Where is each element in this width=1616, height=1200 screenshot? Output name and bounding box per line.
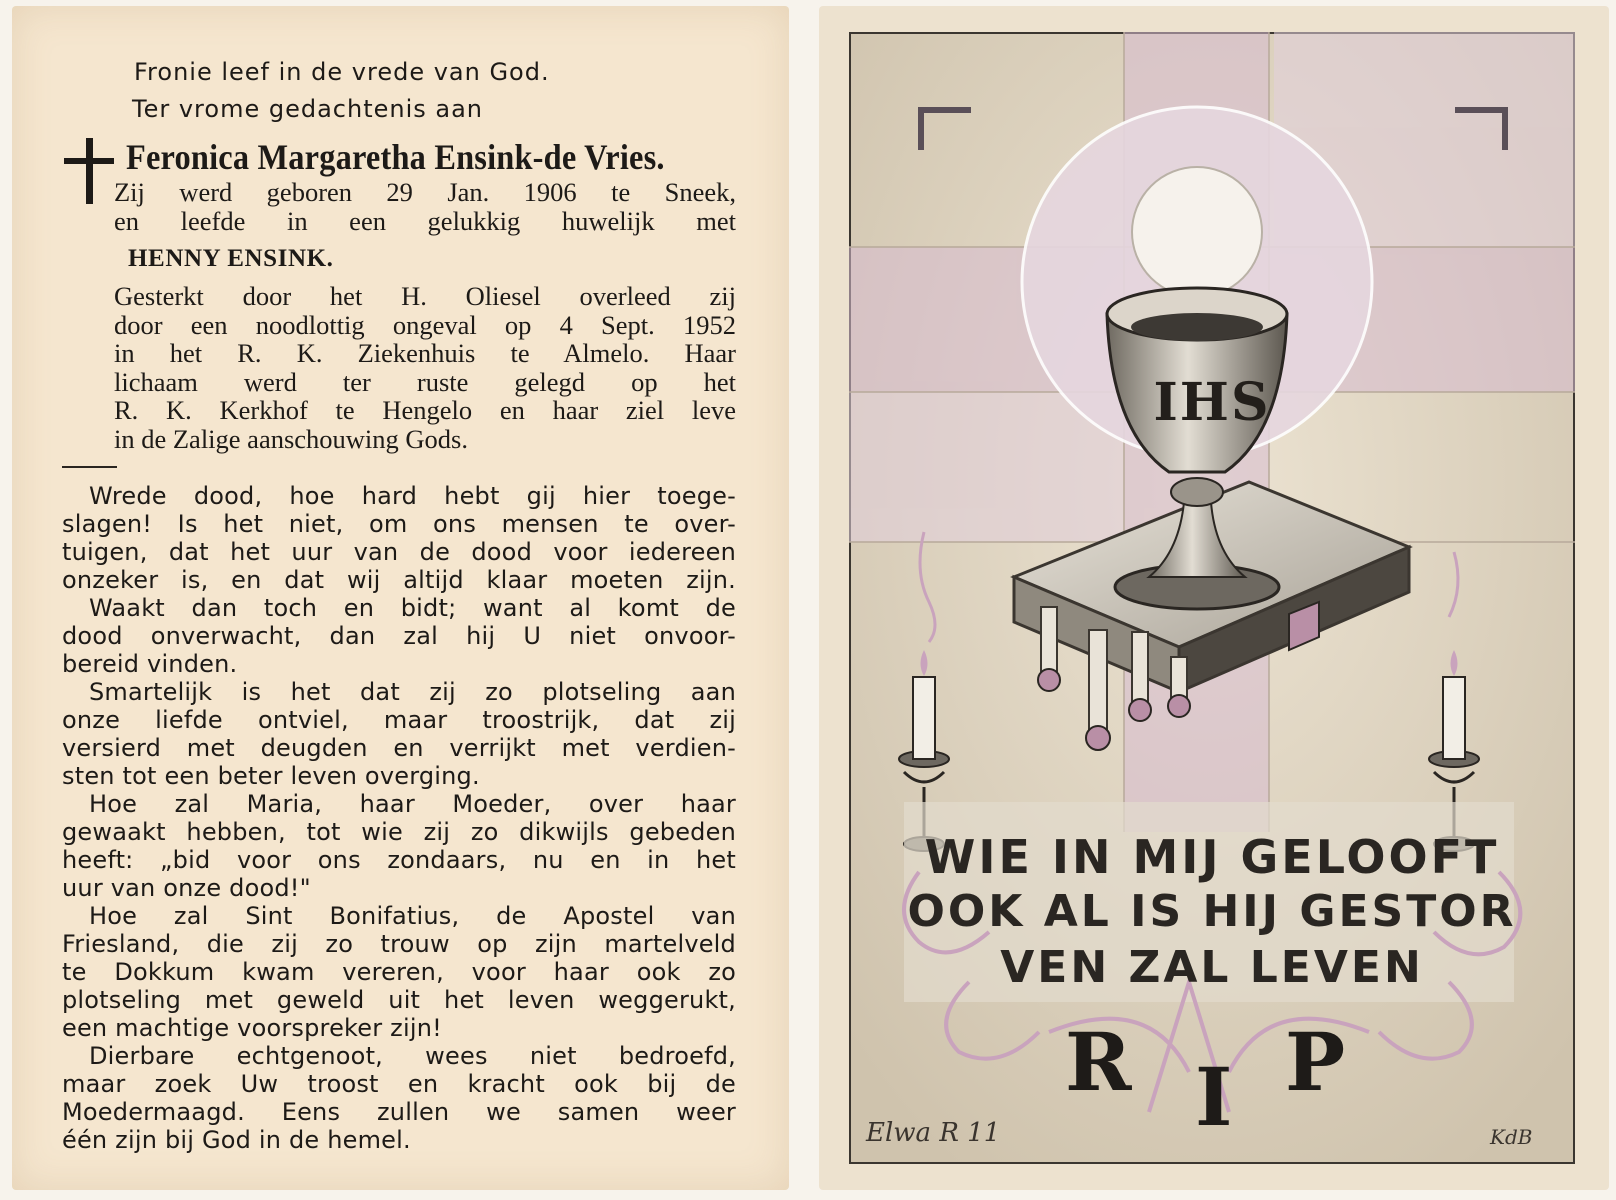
poem-line: heeft: „bid voor ons zondaars, nu en in het	[62, 846, 736, 874]
verse-line-1: WIE IN MIJ GELOOFT	[924, 830, 1500, 884]
husband-name: HENNY ENSINK.	[128, 245, 334, 272]
bio-line: Zij werd geboren 29 Jan. 1906 te Sneek,	[114, 177, 736, 207]
poem-line: versierd met deugden en verrijkt met verdien-	[62, 734, 736, 762]
poem-line: gewaakt hebben, tot wie zij zo dikwijls gebeden	[62, 818, 736, 846]
bio-line: en leefde in een gelukkig huwelijk met	[114, 205, 736, 236]
poem-line: dood onverwacht, dan zal hij U niet onvoor-	[62, 622, 736, 650]
poem-line: slagen! Is het niet, om ons mensen te over-	[62, 510, 736, 538]
deceased-name: Feronica Margaretha Ensink-de Vries.	[126, 137, 665, 177]
bio-line: in de Zalige aanschouwing Gods.	[114, 423, 468, 454]
rip-r: R	[1065, 1015, 1132, 1109]
bio-line: door een noodlottig ongeval op 4 Sept. 1952	[114, 309, 736, 340]
intro-line-1: Fronie leef in de vrede van God.	[134, 58, 550, 86]
poem-line: te Dokkum kwam vereren, voor haar ook zo	[62, 958, 736, 986]
memorial-text	[62, 482, 736, 1154]
poem-line: onze liefde ontviel, maar troostrijk, dat zij	[62, 706, 736, 734]
poem-line: onzeker is, en dat wij altijd klaar moeten zijn.	[62, 566, 736, 594]
bio-top	[114, 178, 736, 235]
poem-line: Hoe zal Maria, haar Moeder, over haar	[89, 790, 736, 818]
poem-line: uur van onze dood!"	[62, 874, 311, 902]
poem-line: Smartelijk is het dat zij zo plotseling aan	[89, 678, 736, 706]
poem-line: tuigen, dat het uur van de dood voor iedereen	[62, 538, 736, 566]
poem-line: Wrede dood, hoe hard hebt gij hier toege-	[89, 482, 736, 510]
bio-line: lichaam werd ter ruste gelegd op het	[114, 366, 736, 397]
intro-line-2: Ter vrome gedachtenis aan	[132, 95, 484, 123]
rip-i: I	[1195, 1050, 1233, 1144]
artist-initials: KdB	[1490, 1125, 1533, 1149]
host	[1132, 167, 1262, 297]
verse-line-3: VEN ZAL LEVEN	[1000, 942, 1424, 993]
bio-line: R. K. Kerkhof te Hengelo en haar ziel leve	[114, 395, 736, 425]
poem-line: een machtige voorspreker zijn!	[62, 1014, 442, 1042]
poem-line: Friesland, die zij zo trouw op zijn martelveld	[62, 930, 736, 958]
bio-line: Gesterkt door het H. Oliesel overleed zij	[114, 281, 736, 311]
poem-line: maar zoek Uw troost en kracht ook bij de	[62, 1070, 736, 1098]
rip-p: P	[1285, 1015, 1346, 1109]
cross-icon	[62, 138, 118, 208]
poem-line: bereid vinden.	[62, 650, 238, 678]
bio-line: in het R. K. Ziekenhuis te Almelo. Haar	[114, 338, 736, 368]
devotional-illustration	[849, 32, 1575, 1164]
poem-line: sten tot een beter leven overging.	[62, 762, 480, 790]
divider	[62, 466, 117, 468]
chalice-monogram: IHS	[1153, 372, 1271, 433]
poem-line: één zijn bij God in de hemel.	[62, 1126, 411, 1154]
poem-line: plotseling met geweld uit het leven weggerukt,	[62, 986, 736, 1014]
poem-line: Hoe zal Sint Bonifatius, de Apostel van	[89, 902, 736, 930]
publisher-signature: Elwa R 11	[866, 1118, 1001, 1148]
verse-line-2: OOK AL IS HIJ GESTOR	[907, 886, 1517, 937]
poem-line: Dierbare echtgenoot, wees niet bedroefd,	[89, 1042, 736, 1070]
bio-bottom	[114, 282, 736, 453]
poem-line: Moedermaagd. Eens zullen we samen weer	[62, 1098, 736, 1126]
poem-line: Waakt dan toch en bidt; want al komt de	[89, 594, 736, 622]
